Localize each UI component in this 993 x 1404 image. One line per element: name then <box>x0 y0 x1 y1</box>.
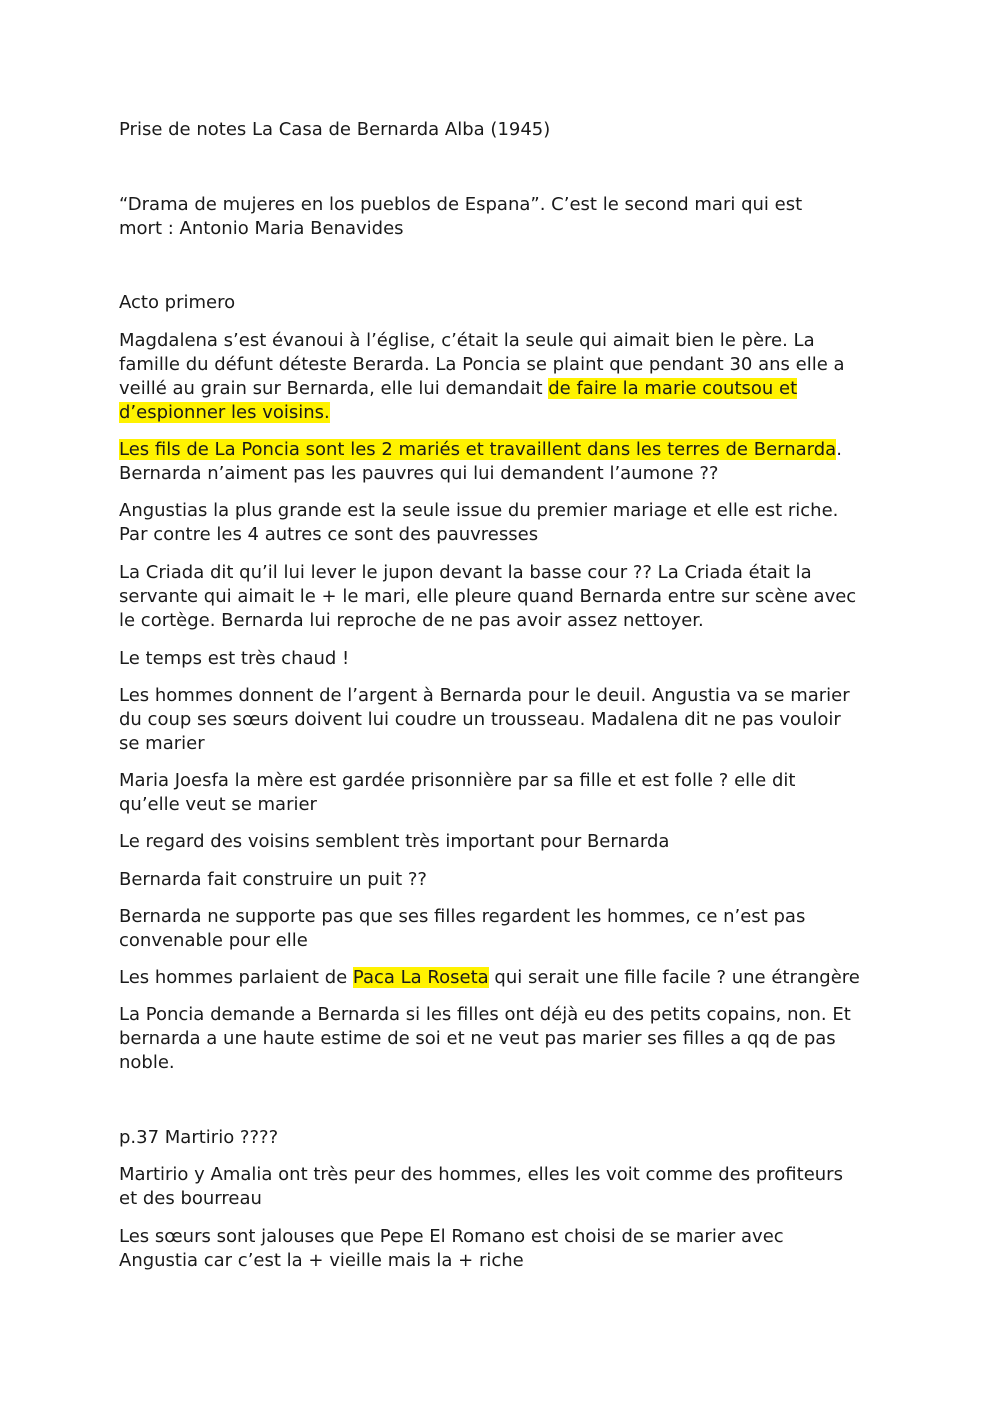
paragraph-line: Les hommes donnent de l’argent à Bernarda pour le deuil. Angustia va se marier <box>119 685 850 706</box>
paragraph-line <box>119 966 860 990</box>
paragraph-line: Angustias la plus grande est la seule issue du premier mariage et elle est riche. <box>119 500 839 521</box>
paragraph-line: et des bourreau <box>119 1188 262 1209</box>
text-run: Les hommes parlaient de <box>119 967 353 988</box>
paragraph-line: bernarda a une haute estime de soi et ne veut pas marier ses filles a qq de pas <box>119 1028 836 1049</box>
text-run: veillé au grain sur Bernarda, elle lui demandait <box>119 378 549 399</box>
paragraph-line: La Poncia demande a Bernarda si les filles ont déjà eu des petits copains, non. Et <box>119 1004 851 1025</box>
paragraph-line: Le regard des voisins semblent très important pour Bernarda <box>119 831 670 852</box>
paragraph-line: le cortège. Bernarda lui reproche de ne pas avoir assez nettoyer. <box>119 610 704 631</box>
intro-line-2: mort : Antonio Maria Benavides <box>119 218 404 239</box>
paragraph-line: qu’elle veut se marier <box>119 794 317 815</box>
paragraph-line: famille du défunt déteste Berarda. La Poncia se plaint que pendant 30 ans elle a <box>119 354 845 375</box>
paragraph-line: Par contre les 4 autres ce sont des pauvresses <box>119 524 539 545</box>
highlighted-text: Paca La Roseta <box>352 967 489 988</box>
paragraph-line: du coup ses sœurs doivent lui coudre un trousseau. Madalena dit ne pas vouloir <box>119 709 841 730</box>
paragraph-line: Bernarda ne supporte pas que ses filles regardent les hommes, ce n’est pas <box>119 906 806 927</box>
paragraph-line: Magdalena s’est évanoui à l’église, c’était la seule qui aimait bien le père. La <box>119 330 815 351</box>
paragraph-line <box>119 438 842 462</box>
paragraph-line: Le temps est très chaud ! <box>119 648 350 669</box>
act-heading: Acto primero <box>119 292 236 313</box>
paragraph-line: noble. <box>119 1052 175 1073</box>
paragraph-line: Les sœurs sont jalouses que Pepe El Romano est choisi de se marier avec <box>119 1226 784 1247</box>
paragraph-line: se marier <box>119 733 205 754</box>
highlighted-text: Les fils de La Poncia sont les 2 mariés et travaillent dans les terres de Bernarda <box>119 439 837 460</box>
intro-line-1: “Drama de mujeres en los pueblos de Espana”. C’est le second mari qui est <box>119 194 803 215</box>
paragraph-line: Maria Joesfa la mère est gardée prisonnière par sa fille et est folle ? elle dit <box>119 770 796 791</box>
paragraph-line: Bernarda fait construire un puit ?? <box>119 869 427 890</box>
paragraph-line: La Criada dit qu’il lui lever le jupon devant la basse cour ?? La Criada était la <box>119 562 812 583</box>
paragraph-line: Martirio y Amalia ont très peur des hommes, elles les voit comme des profiteurs <box>119 1164 843 1185</box>
paragraph-line: convenable pour elle <box>119 930 308 951</box>
highlighted-text: de faire la marie coutsou et <box>548 378 798 399</box>
document-title: Prise de notes La Casa de Bernarda Alba (1945) <box>119 119 551 140</box>
text-run: . <box>836 439 842 460</box>
paragraph-line: Bernarda n’aiment pas les pauvres qui lui demandent l’aumone ?? <box>119 463 719 484</box>
paragraph-line <box>119 401 330 425</box>
section-heading: p.37 Martirio ???? <box>119 1127 279 1148</box>
highlighted-text: d’espionner les voisins. <box>119 402 330 423</box>
paragraph-line <box>119 377 797 401</box>
paragraph-line: Angustia car c’est la + vieille mais la + riche <box>119 1250 524 1271</box>
text-run: qui serait une fille facile ? une étrangère <box>488 967 860 988</box>
paragraph-line: servante qui aimait le + le mari, elle pleure quand Bernarda entre sur scène avec <box>119 586 857 607</box>
